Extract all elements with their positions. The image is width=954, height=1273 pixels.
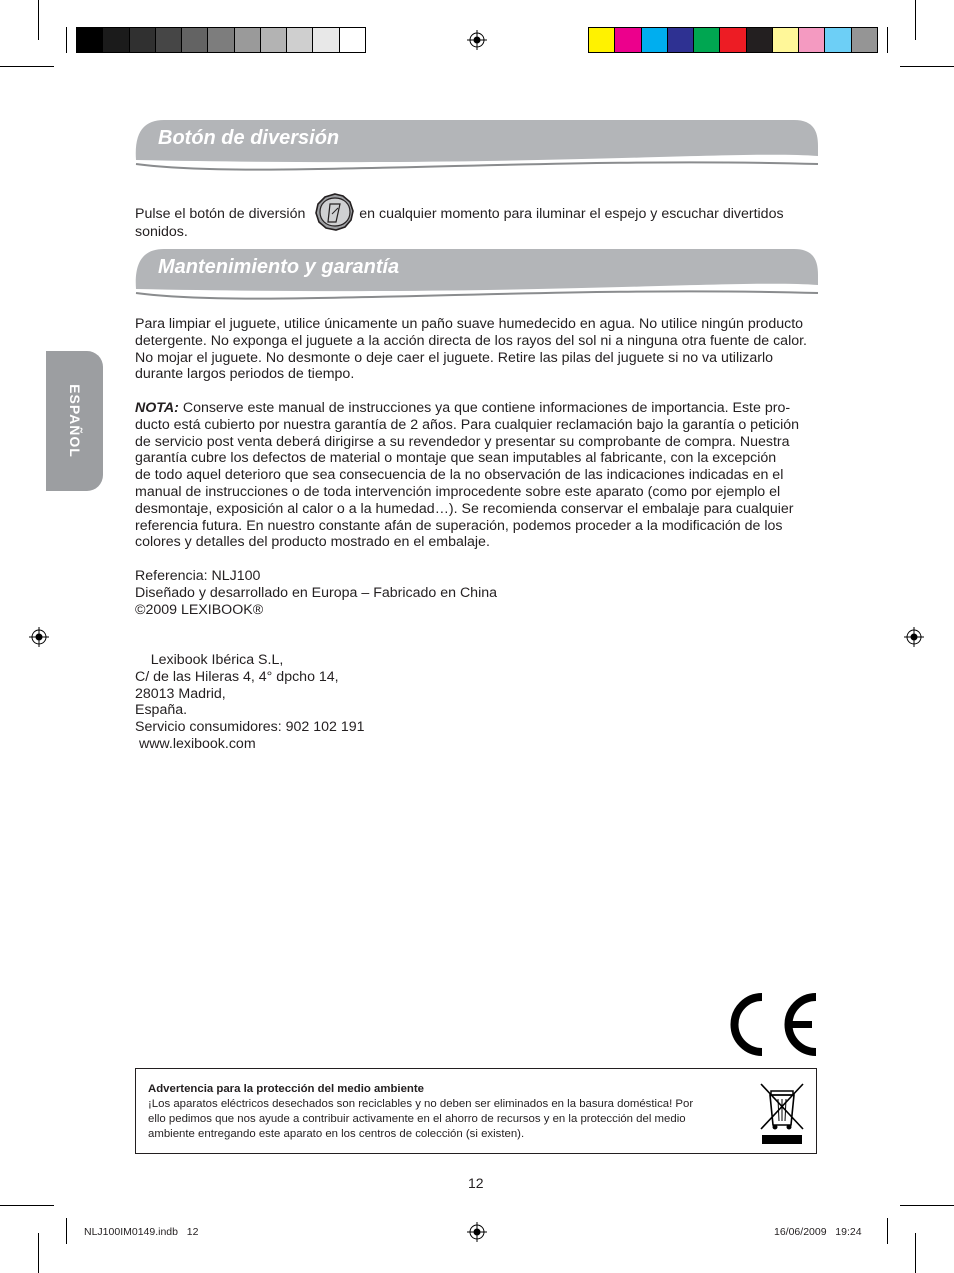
crop-mark xyxy=(66,27,67,53)
crop-mark xyxy=(66,1218,67,1244)
text-line: Servicio consumidores: 902 102 191 xyxy=(135,719,365,736)
page-number: 12 xyxy=(468,1175,484,1191)
color-swatch xyxy=(773,28,799,52)
text-line: ambiente entregando este aparato en los centros de colección (si existen). xyxy=(148,1128,525,1140)
text-line: Para limpiar el juguete, utilice únicamente un paño suave humedecido en agua. No utilice ningún producto xyxy=(135,316,804,332)
cleaning-paragraph xyxy=(135,316,815,383)
text-line: detergente. No exponga el juguete a la acción directa de los rayos del sol ni a ninguna otra fuente de calor. xyxy=(135,332,807,349)
cmyk-color-bar xyxy=(588,27,878,53)
color-swatch xyxy=(668,28,694,52)
color-swatch xyxy=(747,28,773,52)
crop-mark xyxy=(0,66,54,67)
text-line: de servicio post venta deberá dirigirse a su revendedor y presentar su comprobante de compra. Nuestra xyxy=(135,433,790,450)
crossed-out-bin-icon xyxy=(758,1081,806,1147)
website-link[interactable]: www.lexibook.com xyxy=(135,735,256,752)
text-line: ello pedimos que nos ayude a contribuir activamente en el ahorro de recursos y en la protección del medio xyxy=(148,1113,686,1125)
crop-mark xyxy=(0,1205,54,1206)
color-swatch xyxy=(615,28,641,52)
language-tab-label: ESPAÑOL xyxy=(66,384,83,458)
address-block xyxy=(135,635,815,769)
section-title: Mantenimiento y garantía xyxy=(158,256,400,278)
crop-mark xyxy=(900,66,954,67)
fun-button-icon xyxy=(309,204,355,224)
crop-mark xyxy=(887,1218,888,1244)
color-swatch xyxy=(694,28,720,52)
ce-mark-icon xyxy=(728,993,820,1056)
warranty-paragraph xyxy=(135,400,815,551)
text-line: Conserve este manual de instrucciones ya que contiene informaciones de importancia. Este pro- xyxy=(178,399,791,416)
section-header-fun-button xyxy=(134,118,820,176)
maintenance-text xyxy=(135,316,815,770)
text-line: Lexibook Ibérica S.L, xyxy=(150,651,284,668)
text-line: C/ de las Hileras 4, 4° dpcho 14, xyxy=(135,668,339,685)
environment-warning-box xyxy=(135,1068,817,1154)
color-swatch xyxy=(182,28,208,52)
color-swatch xyxy=(340,28,365,52)
color-swatch xyxy=(799,28,825,52)
registration-mark-icon xyxy=(467,30,487,50)
text: en cualquier momento para iluminar el espejo y escuchar divertidos xyxy=(359,205,784,222)
crop-mark xyxy=(915,1233,916,1273)
color-swatch xyxy=(313,28,339,52)
color-swatch xyxy=(208,28,234,52)
crop-mark xyxy=(38,0,39,40)
text-line: desmontaje, exposición al calor o a la humedad…). Se recomienda conservar el embalaje para cualquier xyxy=(135,500,794,517)
text-line: ©2009 LEXIBOOK® xyxy=(135,601,264,618)
text-line: durante largos periodos de tiempo. xyxy=(135,366,355,383)
text: Pulse el botón de diversión xyxy=(135,205,306,222)
color-swatch xyxy=(156,28,182,52)
section-header-maintenance xyxy=(134,247,820,305)
crop-mark xyxy=(887,27,888,53)
text-line: ducto está cubierto por nuestra garantía de 2 años. Para cualquier reclamación bajo la garantía o petición xyxy=(135,416,800,433)
color-swatch xyxy=(130,28,156,52)
color-swatch xyxy=(852,28,877,52)
text-line: No mojar el juguete. No desmonte o deje caer el juguete. Retire las pilas del juguete si no va utilizarlo xyxy=(135,349,774,366)
section-title: Botón de diversión xyxy=(158,127,340,149)
crop-mark xyxy=(915,0,916,40)
reference-block xyxy=(135,568,815,618)
color-swatch xyxy=(287,28,313,52)
footer-timestamp: 16/06/2009 19:24 xyxy=(774,1226,862,1238)
color-swatch xyxy=(235,28,261,52)
text-line: de todo aquel deterioro que sea consecuencia de la no observación de las indicaciones indicadas en el xyxy=(135,467,784,484)
registration-mark-icon xyxy=(29,627,49,647)
text-line: referencia futura. En nuestro constante afán de superación, podemos proceder a la modificación de los xyxy=(135,517,783,534)
environment-warning-title: Advertencia para la protección del medio ambiente xyxy=(148,1083,424,1095)
text-line: Diseñado y desarrollado en Europa – Fabricado en China xyxy=(135,584,498,601)
color-swatch xyxy=(103,28,129,52)
environment-warning-text xyxy=(148,1082,758,1142)
color-swatch xyxy=(825,28,851,52)
text-line: ¡Los aparatos eléctricos desechados son reciclables y no deben ser eliminados en la basura doméstica! Por xyxy=(148,1098,694,1110)
registration-mark-icon xyxy=(904,627,924,647)
text-line: 28013 Madrid, xyxy=(135,685,226,702)
color-swatch xyxy=(720,28,746,52)
color-swatch xyxy=(642,28,668,52)
fun-button-paragraph xyxy=(135,204,815,241)
text: sonidos. xyxy=(135,224,188,240)
color-swatch xyxy=(589,28,615,52)
crop-mark xyxy=(38,1233,39,1273)
crop-mark xyxy=(900,1205,954,1206)
text-line: manual de instrucciones o de toda intervención improcedente sobre este aparato (como por ejemplo el xyxy=(135,483,781,500)
text-line: España. xyxy=(135,702,188,719)
registration-mark-icon xyxy=(467,1222,487,1242)
text-line: garantía cubre los defectos de material o montaje que sean imputables al fabricante, con la excepción xyxy=(135,450,777,467)
footer-file-info: NLJ100IM0149.indb 12 xyxy=(84,1226,199,1238)
text-line: Referencia: NLJ100 xyxy=(135,567,261,584)
nota-label: NOTA: xyxy=(135,399,179,416)
color-swatch xyxy=(261,28,287,52)
language-tab xyxy=(46,351,103,491)
color-swatch xyxy=(77,28,103,52)
grayscale-color-bar xyxy=(76,27,366,53)
text-line: colores y detalles del producto mostrado en el embalaje. xyxy=(135,534,490,551)
